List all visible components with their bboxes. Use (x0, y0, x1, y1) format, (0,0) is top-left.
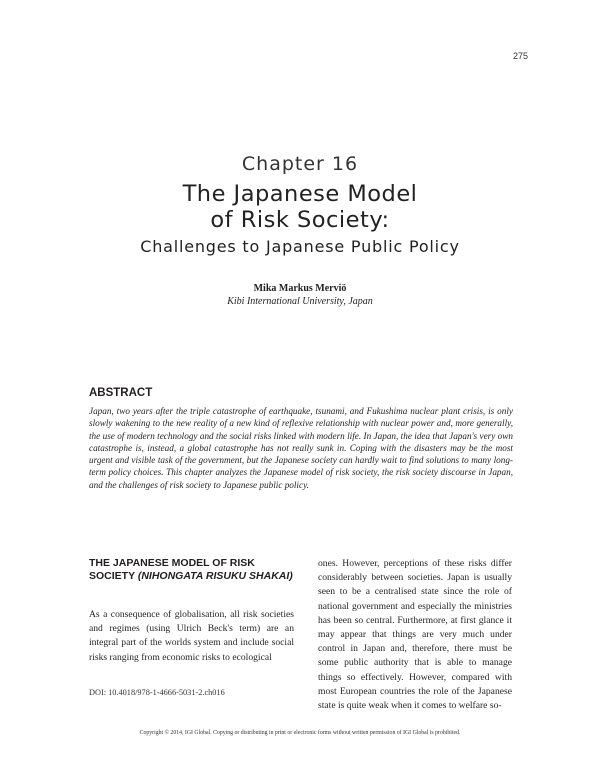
chapter-title-line-1: The Japanese Model (182, 181, 418, 207)
section-heading (89, 557, 303, 582)
copyright-notice: Copyright © 2014, IGI Global. Copying or distributing in print or electronic forms without written permission of IGI Global is prohibited. (139, 730, 461, 736)
right-column-text: ones. However, perceptions of these risks differ considerably between societies. Japan is usually seen to be a centralised state since the role of national government and especially the ministries has been so central. Furthermore, at first glance it may appear that things are very much under control in Japan and, therefore, there must be some public authority that is able to manage things so effectively. However, compared with most European countries the role of the Japanese state is quite weak when it comes to welfare so- (318, 558, 512, 712)
chapter-subtitle: Challenges to Japanese Public Policy (140, 237, 460, 256)
doi-line: DOI: 10.4018/978-1-4666-5031-2.ch016 (89, 688, 225, 697)
abstract-text: Japan, two years after the triple catastrophe of earthquake, tsunami, and Fukushima nuclear plant crisis, is only slowly wakening to the new reality of a new kind of reflexive relationship with nuclear power and, more generally, the use of modern technology and the social risks linked with modern life. In Japan, the idea that Japan's very own catastrophe is, instead, a global catastrophe has not really sunk in. Coping with the disasters may be the most urgent and visible task of the government, but the Japanese society can hardly wait to find solutions to many long-term policy choices. This chapter analyzes the Japanese model of risk society, the risk society discourse in Japan, and the challenges of risk society to Japanese public policy. (89, 406, 513, 490)
chapter-title-line-2: of Risk Society: (210, 207, 390, 233)
left-column-text: As a consequence of globalisation, all risk societies and regimes (using Ulrich Beck's term) are an integral part of the worlds system and include social risks ranging from economic risks to ecological (89, 609, 294, 663)
author-affiliation: Kibi International University, Japan (227, 296, 373, 307)
section-heading-italic: (NIHONGATA RISUKU SHAKAI) (137, 569, 293, 582)
section-heading-main: THE JAPANESE MODEL OF RISK SOCIETY (89, 557, 255, 582)
author-name: Mika Markus Merviö (253, 283, 347, 294)
abstract-heading: ABSTRACT (89, 387, 153, 399)
page-number: 275 (512, 51, 528, 61)
chapter-label: Chapter 16 (241, 153, 359, 175)
